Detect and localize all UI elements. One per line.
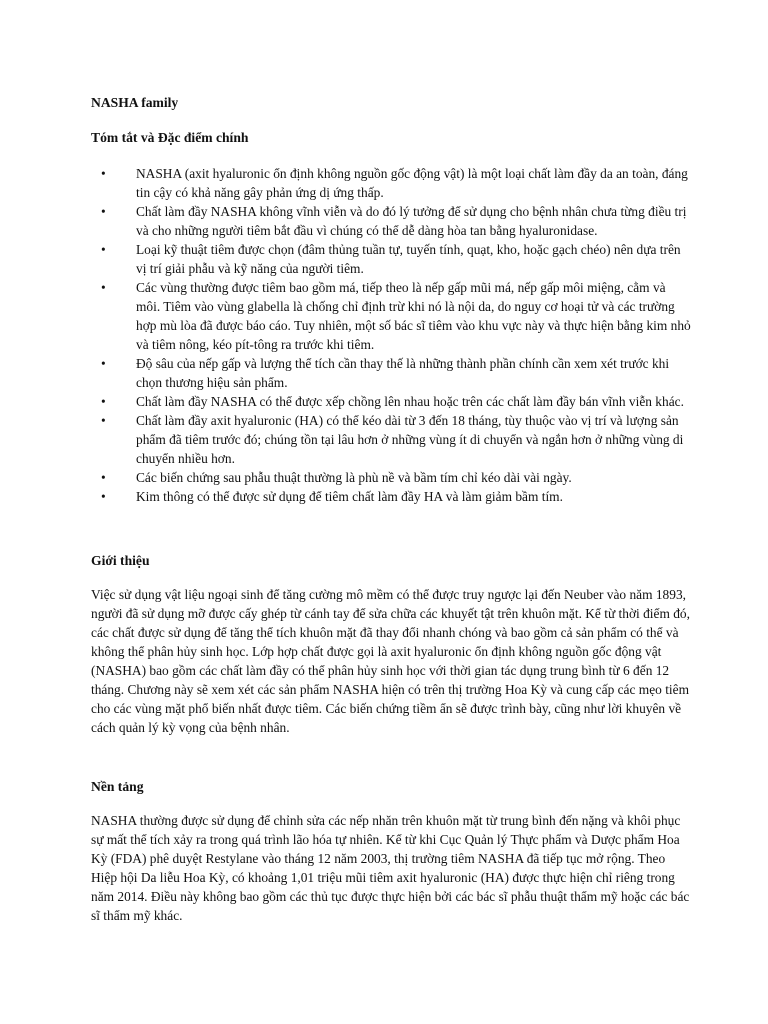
bullet-text: Các biến chứng sau phẫu thuật thường là phù nề và bầm tím chỉ kéo dài vài ngày. — [136, 470, 572, 485]
document-title: NASHA family — [91, 95, 179, 110]
bullet-item — [101, 487, 691, 506]
bullet-marker: • — [101, 242, 106, 257]
bullet-item — [101, 468, 691, 487]
bullet-marker: • — [101, 356, 106, 371]
bullet-item — [101, 392, 691, 411]
bullet-item — [101, 354, 691, 392]
intro-heading: Giới thiệu — [91, 553, 150, 568]
foundation-heading: Nền tảng — [91, 779, 144, 794]
bullet-text: Kim thông có thể được sử dụng để tiêm chất làm đầy HA và làm giảm bầm tím. — [136, 489, 563, 504]
bullet-marker: • — [101, 204, 106, 219]
bullet-text: Chất làm đầy axit hyaluronic (HA) có thể kéo dài từ 3 đến 18 tháng, tùy thuộc vào vị trí và lượng sản phẩm đã tiêm trước đó; chúng tồn tại lâu hơn ở những vùng ít di chuyển và ngắn hơn ở những vùng di chuyển nhiều hơn. — [136, 413, 684, 466]
bullet-marker: • — [101, 413, 106, 428]
bullet-text: Các vùng thường được tiêm bao gồm má, tiếp theo là nếp gấp mũi má, nếp gấp môi miệng, cằm và môi. Tiêm vào vùng glabella là chống chỉ định trừ khi nó là nội da, do nguy cơ hoại tử và các trường hợp mù lòa đã được báo cáo. Tuy nhiên, một số bác sĩ tiêm vào khu vực này và thực hiện bằng kim nhỏ và tiêm nông, kéo pít-tông ra trước khi tiêm. — [136, 280, 691, 352]
bullet-text: Chất làm đầy NASHA có thể được xếp chồng lên nhau hoặc trên các chất làm đầy bán vĩnh viễn khác. — [136, 394, 684, 409]
bullet-marker: • — [101, 166, 106, 181]
intro-paragraph: Việc sử dụng vật liệu ngoại sinh để tăng cường mô mềm có thể được truy ngược lại đến Neuber vào năm 1893, người đã sử dụng mỡ được cấy ghép từ cánh tay để sửa chữa các khuyết tật trên khuôn mặt. Kể từ thời điểm đó, các chất được sử dụng để tăng thể tích khuôn mặt đã thay đổi nhanh chóng và bao gồm cả sản phẩm có thể và không thể phân hủy sinh học. Lớp hợp chất được gọi là axit hyaluronic ổn định không nguồn gốc động vật (NASHA) bao gồm các chất làm đầy có thể phân hủy sinh học với thời gian tác dụng trung bình từ 6 đến 12 tháng. Chương này sẽ xem xét các sản phẩm NASHA hiện có trên thị trường Hoa Kỳ và cung cấp các mẹo tiêm cho các vùng mặt phổ biến nhất được tiêm. Các biến chứng tiềm ẩn sẽ được trình bày, cũng như lời khuyên về cách quản lý kỳ vọng của bệnh nhân. — [91, 587, 690, 735]
bullet-item — [101, 411, 691, 468]
summary-heading: Tóm tắt và Đặc điểm chính — [91, 130, 249, 145]
summary-bullet-list — [101, 164, 691, 506]
bullet-text: Độ sâu của nếp gấp và lượng thể tích cần thay thế là những thành phần chính cần xem xét trước khi chọn thương hiệu sản phẩm. — [136, 356, 670, 390]
bullet-marker: • — [101, 394, 106, 409]
bullet-text: NASHA (axit hyaluronic ổn định không nguồn gốc động vật) là một loại chất làm đầy da an toàn, đáng tin cậy có khả năng gây phản ứng dị ứng thấp. — [136, 166, 688, 200]
bullet-item — [101, 202, 691, 240]
foundation-paragraph: NASHA thường được sử dụng để chỉnh sửa các nếp nhăn trên khuôn mặt từ trung bình đến nặng và khôi phục sự mất thể tích xảy ra trong quá trình lão hóa tự nhiên. Kể từ khi Cục Quản lý Thực phẩm và Dược phẩm Hoa Kỳ (FDA) phê duyệt Restylane vào tháng 12 năm 2003, thị trường tiêm NASHA đã tiếp tục mở rộng. Theo Hiệp hội Da liễu Hoa Kỳ, có khoảng 1,01 triệu mũi tiêm axit hyaluronic (HA) được thực hiện chỉ riêng trong năm 2014. Điều này không bao gồm các thủ tục được thực hiện bởi các bác sĩ phẫu thuật thẩm mỹ hoặc các bác sĩ thẩm mỹ khác. — [91, 813, 690, 923]
bullet-text: Chất làm đầy NASHA không vĩnh viễn và do đó lý tưởng để sử dụng cho bệnh nhân chưa từng điều trị và cho những người tiêm bắt đầu vì chúng có thể dễ dàng hòa tan bằng hyaluronidase. — [136, 204, 687, 238]
bullet-marker: • — [101, 470, 106, 485]
bullet-item — [101, 240, 691, 278]
bullet-marker: • — [101, 280, 106, 295]
bullet-text: Loại kỹ thuật tiêm được chọn (đâm thủng tuần tự, tuyến tính, quạt, kho, hoặc gạch chéo) nên dựa trên vị trí giải phẫu và kỹ năng của người tiêm. — [136, 242, 681, 276]
bullet-item — [101, 278, 691, 354]
bullet-marker: • — [101, 489, 106, 504]
bullet-item — [101, 164, 691, 202]
